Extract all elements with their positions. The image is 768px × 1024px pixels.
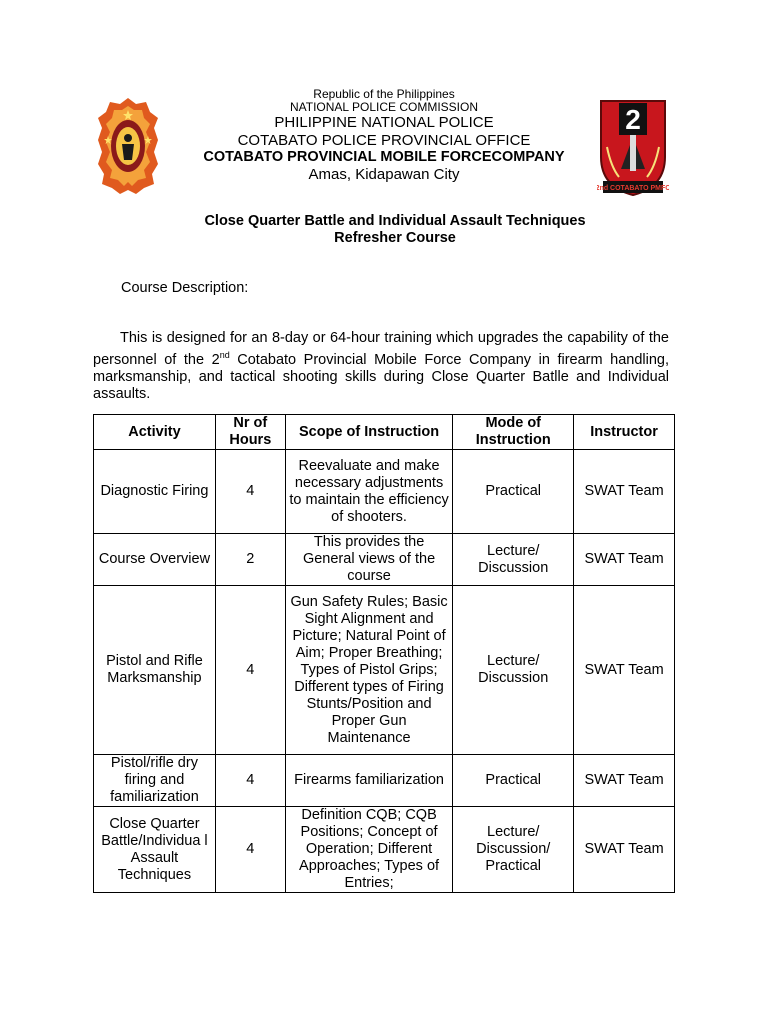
scope-cell: Firearms familiarization xyxy=(285,755,453,807)
header-company: COTABATO PROVINCIAL MOBILE FORCECOMPANY xyxy=(203,149,565,165)
paragraph-part1: This is designed for an 8-day or 64-hour training which upgrades the capability of the personnel of the 2 xyxy=(93,330,669,368)
header-commission: NATIONAL POLICE COMMISSION xyxy=(289,100,479,114)
activity-cell: Course Overview xyxy=(94,534,216,586)
instructor-cell: SWAT Team xyxy=(574,586,675,755)
column-header-activity: Activity xyxy=(94,415,216,450)
header-pnp: PHILIPPINE NATIONAL POLICE xyxy=(274,114,494,131)
instructor-cell: SWAT Team xyxy=(574,807,675,893)
column-header-mode: Mode of Instruction xyxy=(453,415,574,450)
instructor-cell: SWAT Team xyxy=(574,534,675,586)
course-table xyxy=(93,414,675,893)
scope-cell: Reevaluate and make necessary adjustments to maintain the efficiency of shooters. xyxy=(285,450,453,534)
column-header-scope: Scope of Instruction xyxy=(285,415,453,450)
activity-cell: Close Quarter Battle/Individua l Assault Techniques xyxy=(94,807,216,893)
svg-text:2nd COTABATO PMFC: 2nd COTABATO PMFC xyxy=(597,185,669,192)
paragraph-superscript: nd xyxy=(219,350,230,360)
document-title: Close Quarter Battle and Individual Assault Techniques xyxy=(204,213,586,229)
hours-cell: 4 xyxy=(215,450,285,534)
header-location: Amas, Kidapawan City xyxy=(308,166,460,183)
instructor-cell: SWAT Team xyxy=(574,755,675,807)
mode-cell: Lecture/ Discussion xyxy=(453,534,574,586)
mode-cell: Practical xyxy=(453,450,574,534)
header-provincial-office: COTABATO POLICE PROVINCIAL OFFICE xyxy=(237,132,531,149)
course-description-label: Course Description: xyxy=(121,280,249,296)
hours-cell: 4 xyxy=(215,755,285,807)
scope-cell: Gun Safety Rules; Basic Sight Alignment and Picture; Natural Point of Aim; Proper Breathing; Types of Pistol Grips; Different types of Firing Stunts/Position and Proper Gun Maintenance xyxy=(285,586,453,755)
table-row xyxy=(94,755,675,807)
mode-cell: Lecture/ Discussion/ Practical xyxy=(453,807,574,893)
hours-cell: 4 xyxy=(215,807,285,893)
document-subtitle: Refresher Course xyxy=(334,230,456,246)
scope-cell: Definition CQB; CQB Positions; Concept of Operation; Different Approaches; Types of Entries; xyxy=(285,807,453,893)
mode-cell: Lecture/ Discussion xyxy=(453,586,574,755)
table-row xyxy=(94,586,675,755)
activity-cell: Pistol and Rifle Marksmanship xyxy=(94,586,216,755)
table-row xyxy=(94,807,675,893)
svg-text:2: 2 xyxy=(625,104,641,135)
instructor-cell: SWAT Team xyxy=(574,450,675,534)
column-header-hours: Nr of Hours xyxy=(215,415,285,450)
activity-cell: Diagnostic Firing xyxy=(94,450,216,534)
table-header-row xyxy=(94,415,675,450)
table-row xyxy=(94,534,675,586)
hours-cell: 4 xyxy=(215,586,285,755)
scope-cell: This provides the General views of the course xyxy=(285,534,453,586)
column-header-instructor: Instructor xyxy=(574,415,675,450)
table-row xyxy=(94,450,675,534)
course-description-paragraph xyxy=(93,330,669,403)
mode-cell: Practical xyxy=(453,755,574,807)
activity-cell: Pistol/rifle dry firing and familiarization xyxy=(94,755,216,807)
hours-cell: 2 xyxy=(215,534,285,586)
header-country: Republic of the Philippines xyxy=(313,87,455,101)
paragraph-part2: Cotabato Provincial Mobile Force Company in firearm handling, marksmanship, and tactical shooting skills during Close Quarter Batlle and Individual assaults. xyxy=(93,351,669,402)
